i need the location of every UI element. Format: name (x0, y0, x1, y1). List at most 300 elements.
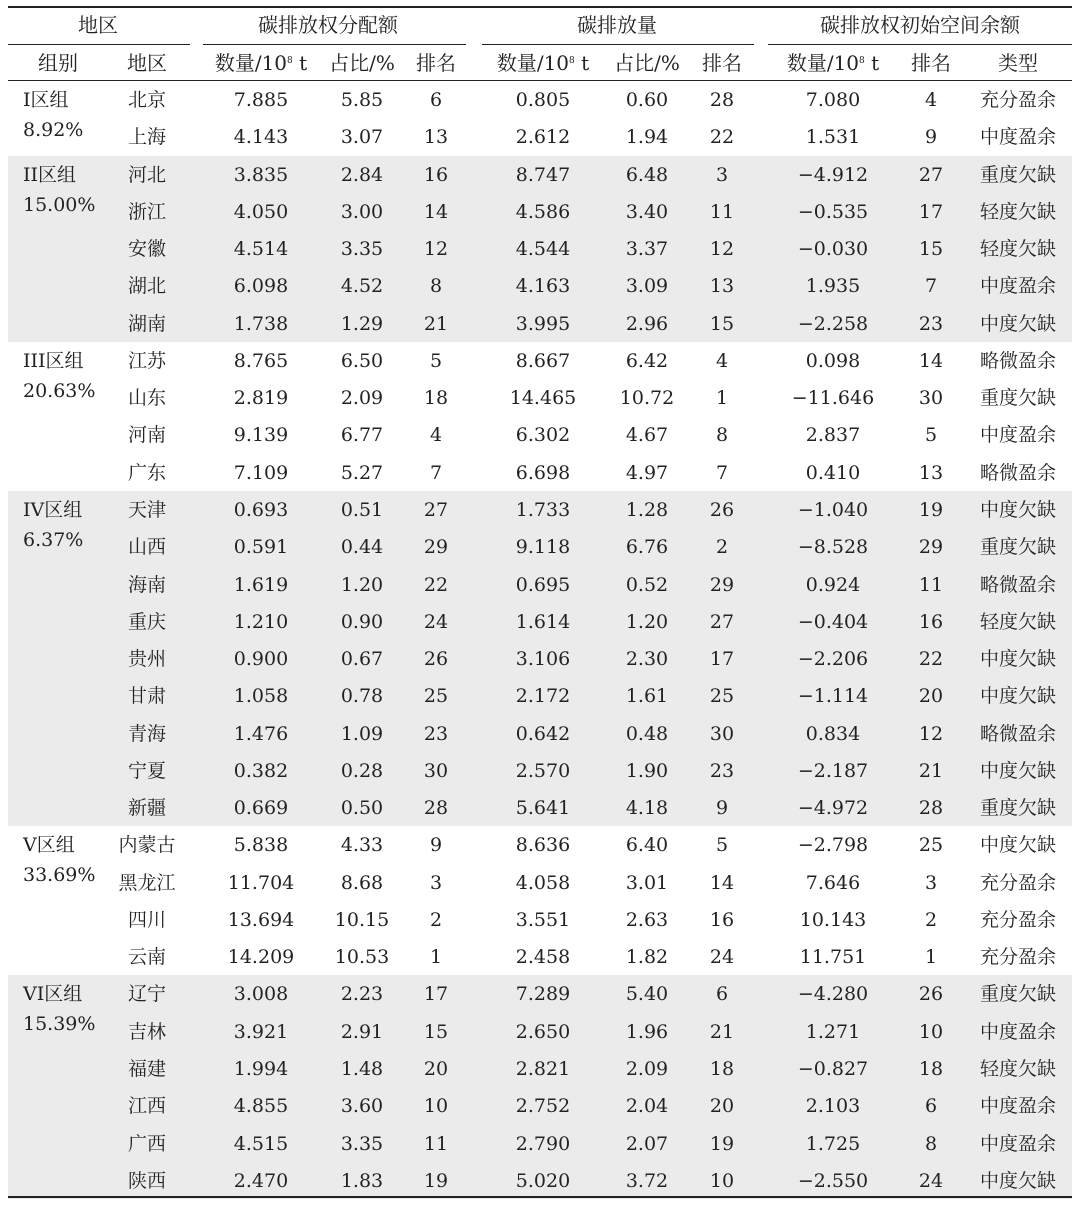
surplus-qty-cell: −2.206 (797, 648, 869, 671)
emission-qty-cell: 0.695 (515, 573, 571, 596)
surplus-rank-cell: 27 (918, 163, 944, 186)
emission-qty-cell: 3.995 (515, 312, 571, 335)
emission-qty-cell: 2.821 (515, 1058, 571, 1081)
emission-rank-cell: 9 (715, 797, 729, 820)
alloc-share-cell: 1.20 (340, 573, 384, 596)
type-cell: 轻度欠缺 (979, 1058, 1057, 1081)
surplus-qty-cell: −8.528 (797, 536, 869, 559)
alloc-qty-cell: 0.669 (233, 797, 289, 820)
header-allocation: 碳排放权分配额 (258, 13, 398, 37)
type-cell: 轻度欠缺 (979, 200, 1057, 223)
top-rule (8, 6, 1072, 8)
type-cell: 中度欠缺 (979, 648, 1057, 671)
alloc-rank-cell: 22 (423, 573, 449, 596)
alloc-qty-cell: 11.704 (227, 871, 295, 894)
emission-share-cell: 1.28 (625, 498, 669, 521)
alloc-share-cell: 0.50 (340, 797, 384, 820)
alloc-share-cell: 6.50 (340, 349, 384, 372)
surplus-rank-cell: 6 (924, 1095, 938, 1118)
emission-rank-cell: 25 (709, 685, 735, 708)
type-cell: 重度欠缺 (979, 536, 1057, 559)
region-cell: 四川 (127, 908, 167, 931)
emission-share-cell: 3.01 (625, 871, 669, 894)
emission-qty-cell: 2.458 (515, 946, 571, 969)
emission-share-cell: 0.52 (625, 573, 669, 596)
alloc-share-cell: 0.51 (340, 498, 384, 521)
alloc-share-cell: 3.00 (340, 200, 384, 223)
alloc-qty-cell: 1.619 (233, 573, 289, 596)
alloc-share-cell: 2.23 (340, 983, 384, 1006)
emission-share-cell: 1.20 (625, 610, 669, 633)
surplus-qty-cell: −1.114 (797, 685, 869, 708)
header-type: 类型 (998, 51, 1038, 75)
alloc-rank-cell: 12 (423, 238, 449, 261)
emission-share-cell: 2.96 (625, 312, 669, 335)
emission-share-cell: 2.07 (625, 1132, 669, 1155)
alloc-qty-cell: 4.143 (233, 126, 289, 149)
type-cell: 轻度欠缺 (979, 610, 1057, 633)
type-cell: 充分盈余 (979, 946, 1057, 969)
alloc-rank-cell: 19 (423, 1169, 449, 1192)
emission-rank-cell: 26 (709, 498, 735, 521)
surplus-qty-cell: −2.550 (797, 1169, 869, 1192)
surplus-rank-cell: 26 (918, 983, 944, 1006)
alloc-qty-cell: 4.515 (233, 1132, 289, 1155)
surplus-qty-cell: 0.834 (805, 722, 861, 745)
emission-qty-cell: 1.733 (515, 498, 571, 521)
surplus-qty-cell: 2.103 (805, 1095, 861, 1118)
emission-rank-cell: 15 (709, 312, 735, 335)
region-cell: 山西 (127, 536, 167, 559)
surplus-qty-cell: 7.080 (805, 89, 861, 111)
type-cell: 重度欠缺 (979, 387, 1057, 410)
region-cell: 广东 (127, 461, 167, 484)
alloc-rank-cell: 26 (423, 648, 449, 671)
header-qty-allocation (215, 51, 307, 75)
header-group: 组别 (38, 51, 78, 75)
emission-rank-cell: 2 (715, 536, 729, 559)
alloc-share-cell: 6.77 (340, 424, 384, 447)
alloc-qty-cell: 4.855 (233, 1095, 289, 1118)
type-cell: 充分盈余 (979, 908, 1057, 931)
surplus-qty-cell: −2.798 (797, 834, 869, 857)
alloc-share-cell: 4.52 (340, 275, 384, 298)
alloc-share-cell: 0.67 (340, 648, 384, 671)
alloc-rank-cell: 8 (429, 275, 443, 298)
surplus-rank-cell: 18 (918, 1058, 944, 1081)
emission-rank-cell: 23 (709, 759, 735, 782)
alloc-share-cell: 5.85 (340, 89, 384, 111)
group-band (8, 975, 1072, 1199)
alloc-qty-cell: 4.050 (233, 200, 289, 223)
emission-rank-cell: 16 (709, 908, 735, 931)
alloc-share-cell: 1.48 (340, 1058, 384, 1081)
group-label: VI区组 (23, 983, 83, 1006)
header-share-emission: 占比/% (614, 51, 680, 75)
type-cell: 充分盈余 (979, 871, 1057, 894)
emission-rank-cell: 4 (715, 349, 729, 372)
surplus-rank-cell: 30 (918, 387, 944, 410)
qty-prefix: 数量/10 (496, 51, 570, 75)
emission-qty-cell: 2.570 (515, 759, 571, 782)
qty-exponent: 8 (569, 56, 575, 66)
emission-rank-cell: 29 (709, 573, 735, 596)
qty-prefix: 数量/10 (214, 51, 288, 75)
surplus-qty-cell: −4.972 (797, 797, 869, 820)
emission-share-cell: 2.04 (625, 1095, 669, 1118)
emission-rank-cell: 18 (709, 1058, 735, 1081)
alloc-rank-cell: 21 (423, 312, 449, 335)
emission-qty-cell: 8.747 (515, 163, 571, 186)
type-cell: 中度欠缺 (979, 1169, 1057, 1192)
emission-share-cell: 3.40 (625, 200, 669, 223)
emission-rank-cell: 3 (715, 163, 729, 186)
header-rank-surplus: 排名 (911, 51, 951, 75)
group-label: II区组 (23, 163, 77, 186)
alloc-rank-cell: 4 (429, 424, 443, 447)
region-cell: 辽宁 (127, 983, 167, 1006)
type-cell: 中度盈余 (979, 424, 1057, 447)
alloc-rank-cell: 25 (423, 685, 449, 708)
alloc-rank-cell: 23 (423, 722, 449, 745)
qty-prefix: 数量/10 (786, 51, 860, 75)
alloc-qty-cell: 3.835 (233, 163, 289, 186)
surplus-rank-cell: 24 (918, 1169, 944, 1192)
group-label: V区组 (23, 834, 75, 857)
alloc-rank-cell: 15 (423, 1020, 449, 1043)
alloc-qty-cell: 6.098 (233, 275, 289, 298)
surplus-rank-cell: 20 (918, 685, 944, 708)
alloc-qty-cell: 1.058 (233, 685, 289, 708)
region-cell: 新疆 (127, 797, 167, 820)
surplus-qty-cell: 1.531 (805, 126, 861, 149)
alloc-qty-cell: 7.885 (233, 89, 289, 111)
alloc-rank-cell: 5 (429, 349, 443, 372)
header-emission: 碳排放量 (577, 13, 657, 37)
emission-qty-cell: 14.465 (509, 387, 577, 410)
alloc-share-cell: 2.84 (340, 163, 384, 186)
surplus-rank-cell: 5 (924, 424, 938, 447)
alloc-qty-cell: 4.514 (233, 238, 289, 261)
surplus-qty-cell: −0.535 (797, 200, 869, 223)
surplus-rank-cell: 19 (918, 498, 944, 521)
region-cell: 河南 (127, 424, 167, 447)
region-cell: 吉林 (127, 1020, 167, 1043)
emission-rank-cell: 13 (709, 275, 735, 298)
alloc-rank-cell: 1 (429, 946, 443, 969)
region-cell: 陕西 (127, 1169, 167, 1192)
header-underline-surplus (768, 44, 1072, 45)
header-surplus: 碳排放权初始空间余额 (820, 13, 1020, 37)
region-cell: 宁夏 (127, 759, 167, 782)
alloc-qty-cell: 8.765 (233, 349, 289, 372)
surplus-rank-cell: 17 (918, 200, 944, 223)
alloc-rank-cell: 29 (423, 536, 449, 559)
region-cell: 福建 (127, 1058, 167, 1081)
header-underline-emission (482, 44, 754, 45)
emission-share-cell: 3.37 (625, 238, 669, 261)
emission-qty-cell: 2.650 (515, 1020, 571, 1043)
type-cell: 重度欠缺 (979, 983, 1057, 1006)
surplus-rank-cell: 4 (924, 89, 938, 111)
surplus-qty-cell: −0.404 (797, 610, 869, 633)
emission-share-cell: 1.90 (625, 759, 669, 782)
group-label: I区组 (23, 89, 69, 111)
region-cell: 河北 (127, 163, 167, 186)
alloc-rank-cell: 17 (423, 983, 449, 1006)
alloc-rank-cell: 28 (423, 797, 449, 820)
emission-qty-cell: 3.106 (515, 648, 571, 671)
surplus-rank-cell: 16 (918, 610, 944, 633)
emission-rank-cell: 20 (709, 1095, 735, 1118)
surplus-rank-cell: 21 (918, 759, 944, 782)
alloc-qty-cell: 3.921 (233, 1020, 289, 1043)
emission-rank-cell: 10 (709, 1169, 735, 1192)
header-qty-emission (497, 51, 589, 75)
emission-share-cell: 2.09 (625, 1058, 669, 1081)
surplus-qty-cell: 1.935 (805, 275, 861, 298)
emission-rank-cell: 12 (709, 238, 735, 261)
alloc-rank-cell: 6 (429, 89, 443, 111)
surplus-qty-cell: −2.258 (797, 312, 869, 335)
header-bottom-rule (8, 80, 1072, 81)
surplus-rank-cell: 22 (918, 648, 944, 671)
emission-share-cell: 4.97 (625, 461, 669, 484)
surplus-rank-cell: 14 (918, 349, 944, 372)
alloc-rank-cell: 13 (423, 126, 449, 149)
alloc-rank-cell: 7 (429, 461, 443, 484)
emission-rank-cell: 17 (709, 648, 735, 671)
surplus-rank-cell: 3 (924, 871, 938, 894)
emission-share-cell: 2.63 (625, 908, 669, 931)
emission-share-cell: 2.30 (625, 648, 669, 671)
alloc-share-cell: 0.90 (340, 610, 384, 633)
alloc-share-cell: 1.83 (340, 1169, 384, 1192)
alloc-share-cell: 0.44 (340, 536, 384, 559)
surplus-qty-cell: 0.924 (805, 573, 861, 596)
surplus-qty-cell: −1.040 (797, 498, 869, 521)
qty-exponent: 8 (859, 56, 865, 66)
emission-qty-cell: 5.020 (515, 1169, 571, 1192)
emission-share-cell: 6.48 (625, 163, 669, 186)
type-cell: 中度欠缺 (979, 498, 1057, 521)
surplus-qty-cell: 0.410 (805, 461, 861, 484)
group-share: 20.63% (23, 379, 96, 402)
surplus-qty-cell: −4.912 (797, 163, 869, 186)
group-label: III区组 (23, 349, 84, 372)
emission-rank-cell: 21 (709, 1020, 735, 1043)
alloc-share-cell: 3.35 (340, 1132, 384, 1155)
alloc-share-cell: 5.27 (340, 461, 384, 484)
alloc-rank-cell: 14 (423, 200, 449, 223)
group-share: 15.00% (23, 193, 96, 216)
alloc-rank-cell: 24 (423, 610, 449, 633)
region-cell: 重庆 (127, 610, 167, 633)
header-share-allocation: 占比/% (329, 51, 395, 75)
type-cell: 略微盈余 (979, 573, 1057, 596)
emission-share-cell: 3.72 (625, 1169, 669, 1192)
alloc-qty-cell: 14.209 (227, 946, 295, 969)
alloc-qty-cell: 0.900 (233, 648, 289, 671)
group-share: 8.92% (23, 119, 84, 141)
surplus-rank-cell: 12 (918, 722, 944, 745)
emission-qty-cell: 1.614 (515, 610, 571, 633)
group-share: 33.69% (23, 864, 96, 887)
surplus-qty-cell: −0.030 (797, 238, 869, 261)
header-area: 地区 (127, 51, 167, 75)
emission-qty-cell: 4.544 (515, 238, 571, 261)
alloc-rank-cell: 11 (423, 1132, 449, 1155)
type-cell: 重度欠缺 (979, 797, 1057, 820)
emission-qty-cell: 5.641 (515, 797, 571, 820)
qty-unit: t (864, 51, 880, 75)
emission-qty-cell: 2.172 (515, 685, 571, 708)
surplus-rank-cell: 23 (918, 312, 944, 335)
region-cell: 云南 (127, 946, 167, 969)
emission-share-cell: 1.82 (625, 946, 669, 969)
region-cell: 广西 (127, 1132, 167, 1155)
surplus-rank-cell: 28 (918, 797, 944, 820)
type-cell: 中度盈余 (979, 1095, 1057, 1118)
alloc-qty-cell: 1.476 (233, 722, 289, 745)
alloc-share-cell: 8.68 (340, 871, 384, 894)
alloc-share-cell: 3.07 (340, 126, 384, 149)
emission-qty-cell: 0.642 (515, 722, 571, 745)
region-cell: 上海 (127, 126, 167, 149)
emission-qty-cell: 0.805 (515, 89, 571, 111)
surplus-qty-cell: 10.143 (799, 908, 867, 931)
emission-rank-cell: 1 (715, 387, 729, 410)
surplus-rank-cell: 10 (918, 1020, 944, 1043)
emission-share-cell: 0.60 (625, 89, 669, 111)
surplus-qty-cell: 1.271 (805, 1020, 861, 1043)
surplus-qty-cell: −2.187 (797, 759, 869, 782)
alloc-qty-cell: 0.591 (233, 536, 289, 559)
surplus-qty-cell: −4.280 (797, 983, 869, 1006)
region-cell: 甘肃 (127, 685, 167, 708)
region-cell: 海南 (127, 573, 167, 596)
header-underline-allocation (203, 44, 466, 45)
alloc-rank-cell: 10 (423, 1095, 449, 1118)
emission-qty-cell: 2.612 (515, 126, 571, 149)
alloc-qty-cell: 5.838 (233, 834, 289, 857)
emission-qty-cell: 2.790 (515, 1132, 571, 1155)
alloc-share-cell: 1.29 (340, 312, 384, 335)
emission-rank-cell: 11 (709, 200, 735, 223)
type-cell: 中度欠缺 (979, 759, 1057, 782)
type-cell: 略微盈余 (979, 349, 1057, 372)
alloc-qty-cell: 1.210 (233, 610, 289, 633)
alloc-qty-cell: 1.994 (233, 1058, 289, 1081)
region-cell: 浙江 (127, 200, 167, 223)
alloc-rank-cell: 18 (423, 387, 449, 410)
type-cell: 重度欠缺 (979, 163, 1057, 186)
emission-rank-cell: 30 (709, 722, 735, 745)
emission-qty-cell: 4.586 (515, 200, 571, 223)
type-cell: 中度盈余 (979, 275, 1057, 298)
qty-unit: t (574, 51, 590, 75)
group-label: IV区组 (23, 498, 83, 521)
group-share: 6.37% (23, 528, 84, 551)
alloc-share-cell: 2.09 (340, 387, 384, 410)
emission-rank-cell: 27 (709, 610, 735, 633)
emission-share-cell: 1.61 (625, 685, 669, 708)
alloc-rank-cell: 27 (423, 498, 449, 521)
emission-share-cell: 5.40 (625, 983, 669, 1006)
emission-qty-cell: 3.551 (515, 908, 571, 931)
type-cell: 略微盈余 (979, 461, 1057, 484)
alloc-rank-cell: 30 (423, 759, 449, 782)
surplus-qty-cell: 11.751 (799, 946, 867, 969)
surplus-qty-cell: 7.646 (805, 871, 861, 894)
header-region: 地区 (78, 13, 118, 37)
surplus-rank-cell: 25 (918, 834, 944, 857)
alloc-share-cell: 0.78 (340, 685, 384, 708)
region-cell: 湖南 (127, 312, 167, 335)
emission-rank-cell: 28 (709, 89, 735, 111)
surplus-qty-cell: 1.725 (805, 1132, 861, 1155)
region-cell: 贵州 (127, 648, 167, 671)
header-underline-region (8, 44, 190, 45)
type-cell: 中度欠缺 (979, 312, 1057, 335)
surplus-qty-cell: −0.827 (797, 1058, 869, 1081)
alloc-rank-cell: 16 (423, 163, 449, 186)
region-cell: 青海 (127, 722, 167, 745)
alloc-qty-cell: 2.470 (233, 1169, 289, 1192)
emission-share-cell: 1.96 (625, 1020, 669, 1043)
emission-rank-cell: 19 (709, 1132, 735, 1155)
surplus-rank-cell: 9 (924, 126, 938, 149)
region-cell: 江苏 (127, 349, 167, 372)
region-cell: 内蒙古 (118, 834, 176, 857)
surplus-qty-cell: 2.837 (805, 424, 861, 447)
header-qty-surplus (787, 51, 879, 75)
alloc-qty-cell: 9.139 (233, 424, 289, 447)
emission-qty-cell: 9.118 (515, 536, 571, 559)
alloc-rank-cell: 2 (429, 908, 443, 931)
surplus-rank-cell: 1 (924, 946, 938, 969)
emission-share-cell: 6.40 (625, 834, 669, 857)
emission-rank-cell: 6 (715, 983, 729, 1006)
type-cell: 中度盈余 (979, 1020, 1057, 1043)
surplus-rank-cell: 15 (918, 238, 944, 261)
region-cell: 黑龙江 (118, 871, 176, 894)
type-cell: 轻度欠缺 (979, 238, 1057, 261)
emission-share-cell: 6.42 (625, 349, 669, 372)
emission-share-cell: 10.72 (619, 387, 675, 410)
alloc-share-cell: 2.91 (340, 1020, 384, 1043)
bottom-rule (8, 1196, 1072, 1198)
surplus-rank-cell: 11 (918, 573, 944, 596)
alloc-qty-cell: 13.694 (227, 908, 295, 931)
emission-share-cell: 6.76 (625, 536, 669, 559)
surplus-rank-cell: 13 (918, 461, 944, 484)
emission-qty-cell: 8.636 (515, 834, 571, 857)
region-cell: 湖北 (127, 275, 167, 298)
emission-qty-cell: 8.667 (515, 349, 571, 372)
type-cell: 中度盈余 (979, 1132, 1057, 1155)
alloc-rank-cell: 20 (423, 1058, 449, 1081)
region-cell: 山东 (127, 387, 167, 410)
region-cell: 安徽 (127, 238, 167, 261)
emission-rank-cell: 22 (709, 126, 735, 149)
qty-exponent: 8 (287, 56, 293, 66)
emission-rank-cell: 14 (709, 871, 735, 894)
alloc-qty-cell: 3.008 (233, 983, 289, 1006)
alloc-rank-cell: 9 (429, 834, 443, 857)
surplus-rank-cell: 7 (924, 275, 938, 298)
surplus-qty-cell: −11.646 (791, 387, 875, 410)
